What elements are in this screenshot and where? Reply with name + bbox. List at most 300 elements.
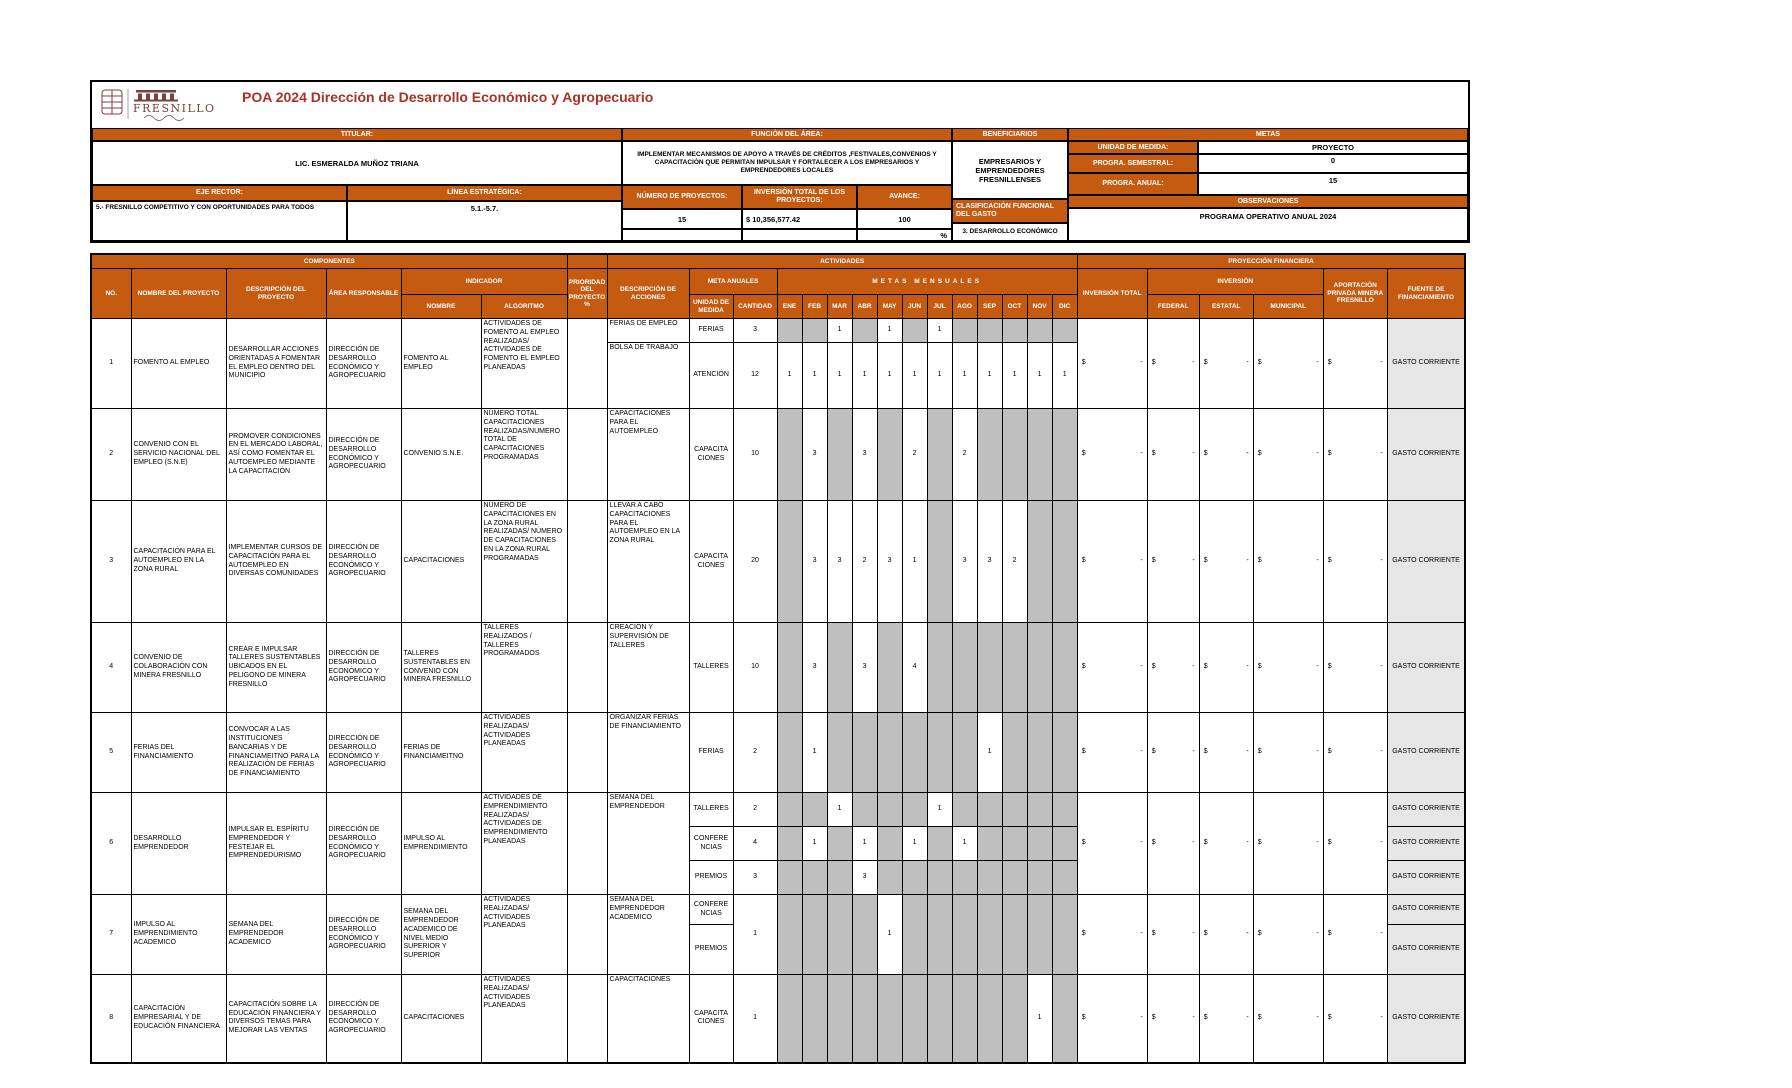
- month-value-cell: 1: [927, 793, 952, 827]
- clasificacion-header: CLASIFICACIÓN FUNCIONAL DEL GASTO: [952, 199, 1068, 223]
- investment-total-cell: $ -: [1077, 409, 1147, 501]
- priority-cell: [567, 895, 607, 975]
- unidad-medida-header: UNIDAD DE MEDIDA:: [1068, 141, 1198, 154]
- month-value-cell: [827, 975, 852, 1063]
- month-value-cell: [952, 861, 977, 895]
- unit-of-measure-cell: ATENCIÓN: [689, 343, 733, 409]
- month-value-cell: [902, 861, 927, 895]
- indicator-name-cell: SEMANA DEL EMPRENDEDOR ACADEMICO DE NIVEL MEDIO SUPERIOR Y SUPERIOR: [401, 895, 481, 975]
- titular-header: TITULAR:: [92, 128, 622, 141]
- funding-source-cell: GASTO CORRIENTE: [1387, 895, 1465, 925]
- month-value-cell: [1002, 319, 1027, 343]
- month-value-cell: 1: [852, 343, 877, 409]
- month-value-cell: [927, 975, 952, 1063]
- fresnillo-logo: [92, 82, 242, 128]
- month-value-cell: [1002, 861, 1027, 895]
- month-value-cell: [952, 895, 977, 975]
- month-value-cell: 4: [902, 623, 927, 713]
- month-value-cell: [877, 409, 902, 501]
- state-investment-cell: $ -: [1199, 319, 1253, 409]
- indicator-algorithm-cell: ACTIVIDADES REALIZADAS/ ACTIVIDADES PLANEADAS: [481, 713, 567, 793]
- month-value-cell: 1: [977, 343, 1002, 409]
- month-value-cell: [777, 501, 802, 623]
- band-componentes: COMPONENTES: [91, 254, 567, 269]
- month-header: MAR: [827, 295, 852, 319]
- month-value-cell: [1027, 501, 1052, 623]
- federal-investment-cell: $ -: [1147, 501, 1199, 623]
- month-value-cell: 1: [827, 343, 852, 409]
- svg-text:FRESNILLO: FRESNILLO: [133, 102, 216, 115]
- month-value-cell: [1002, 895, 1027, 975]
- month-value-cell: 3: [802, 623, 827, 713]
- month-value-cell: 3: [952, 501, 977, 623]
- month-header: MAY: [877, 295, 902, 319]
- month-value-cell: [977, 319, 1002, 343]
- project-row: [91, 319, 1465, 343]
- unit-of-measure-cell: CAPACITACIONES: [689, 409, 733, 501]
- col-header-meta-anuales: META ANUALES: [689, 269, 777, 295]
- municipal-investment-cell: $ -: [1253, 975, 1323, 1063]
- band-actividades: ACTIVIDADES: [607, 254, 1077, 269]
- beneficiarios-header: BENEFICIARIOS: [952, 128, 1068, 141]
- responsible-area-cell: DIRECCIÓN DE DESARROLLO ECONÓMICO Y AGROPECUARIO: [326, 713, 401, 793]
- month-value-cell: [1052, 319, 1077, 343]
- month-value-cell: 1: [1027, 975, 1052, 1063]
- month-value-cell: [802, 861, 827, 895]
- month-value-cell: 1: [877, 895, 902, 975]
- project-description-cell: CREAR E IMPULSAR TALLERES SUSTENTABLES UBICADOS EN EL PELIGONO DE MINERA FRESNILLO: [226, 623, 326, 713]
- month-value-cell: [777, 975, 802, 1063]
- month-value-cell: [952, 713, 977, 793]
- month-value-cell: 2: [952, 409, 977, 501]
- spacer-cell: [742, 229, 857, 241]
- unit-of-measure-cell: CAPACITACIONES: [689, 501, 733, 623]
- month-value-cell: [1052, 861, 1077, 895]
- month-value-cell: [1052, 713, 1077, 793]
- project-name-cell: IMPULSO AL EMPRENDIMIENTO ACADEMICO: [131, 895, 226, 975]
- month-value-cell: [877, 623, 902, 713]
- month-value-cell: 2: [902, 409, 927, 501]
- col-header-nombre: NOMBRE DEL PROYECTO: [131, 269, 226, 319]
- row-number-cell: 8: [91, 975, 131, 1063]
- actions-description-cell: CAPACITACIONES: [607, 975, 689, 1063]
- indicator-algorithm-cell: ACTIVIDADES DE EMPRENDIMIENTO REALIZADAS/ ACTIVIDADES DE EMPRENDIMIENTO PLANEADAS: [481, 793, 567, 895]
- quantity-cell: 10: [733, 409, 777, 501]
- federal-investment-cell: $ -: [1147, 713, 1199, 793]
- month-value-cell: [827, 827, 852, 861]
- row-number-cell: 1: [91, 319, 131, 409]
- month-value-cell: [802, 793, 827, 827]
- project-name-cell: CAPACITACIÓN PARA EL AUTOEMPLEO EN LA ZONA RURAL: [131, 501, 226, 623]
- unit-of-measure-cell: FERIAS: [689, 713, 733, 793]
- month-value-cell: [827, 409, 852, 501]
- eje-rector-value: 5.- FRESNILLO COMPETITIVO Y CON OPORTUNIDADES PARA TODOS: [92, 201, 347, 241]
- brand-row: [92, 82, 1468, 128]
- col-header-estatal: ESTATAL: [1199, 295, 1253, 319]
- col-header-municipal: MUNICIPAL: [1253, 295, 1323, 319]
- row-number-cell: 7: [91, 895, 131, 975]
- private-contribution-cell: $ -: [1323, 975, 1387, 1063]
- month-value-cell: [927, 501, 952, 623]
- responsible-area-cell: DIRECCIÓN DE DESARROLLO ECONÓMICO Y AGROPECUARIO: [326, 501, 401, 623]
- priority-cell: [567, 793, 607, 895]
- private-contribution-cell: $ -: [1323, 713, 1387, 793]
- funding-source-cell: GASTO CORRIENTE: [1387, 319, 1465, 409]
- actions-description-cell: BOLSA DE TRABAJO: [607, 343, 689, 409]
- progra-semestral-header: PROGRA. SEMESTRAL:: [1068, 154, 1198, 173]
- responsible-area-cell: DIRECCIÓN DE DESARROLLO ECONÓMICO Y AGROPECUARIO: [326, 409, 401, 501]
- project-description-cell: CAPACITACIÓN SOBRE LA EDUCACIÓN FINANCIERA Y DIVERSOS TEMAS PARA MEJORAR LAS VENTAS: [226, 975, 326, 1063]
- month-value-cell: [1052, 793, 1077, 827]
- federal-investment-cell: $ -: [1147, 895, 1199, 975]
- investment-total-cell: $ -: [1077, 895, 1147, 975]
- indicator-algorithm-cell: ACTIVIDADES DE FOMENTO AL EMPLEO REALIZADAS/ ACTIVIDADES DE FOMENTO EL EMPLEO PLANEADAS: [481, 319, 567, 409]
- state-investment-cell: $ -: [1199, 501, 1253, 623]
- federal-investment-cell: $ -: [1147, 975, 1199, 1063]
- project-description-cell: CONVOCAR A LAS INSTITUCIONES BANCARIAS Y DE FINANCIAMEITNO PARA LA REALIZACIÓN DE FERIAS DE FINANCIAMIENTO: [226, 713, 326, 793]
- funding-source-cell: GASTO CORRIENTE: [1387, 713, 1465, 793]
- month-header: ENE: [777, 295, 802, 319]
- month-value-cell: [1027, 713, 1052, 793]
- month-value-cell: 1: [927, 343, 952, 409]
- quantity-cell: 1: [733, 975, 777, 1063]
- project-name-cell: CAPACITACIÓN EMPRESARIAL Y DE EDUCACIÓN FINANCIERA: [131, 975, 226, 1063]
- month-value-cell: 1: [952, 827, 977, 861]
- month-value-cell: 3: [977, 501, 1002, 623]
- month-value-cell: [1027, 827, 1052, 861]
- project-name-cell: CONVENIO DE COLABORACIÓN CON MINERA FRESNILLO: [131, 623, 226, 713]
- avance-value: 100: [857, 209, 952, 229]
- priority-cell: [567, 501, 607, 623]
- info-grid: [92, 128, 1468, 241]
- month-value-cell: [1002, 975, 1027, 1063]
- municipal-investment-cell: $ -: [1253, 409, 1323, 501]
- investment-total-cell: $ -: [1077, 623, 1147, 713]
- private-contribution-cell: $ -: [1323, 501, 1387, 623]
- month-value-cell: 3: [852, 409, 877, 501]
- progra-semestral-value: 0: [1198, 154, 1468, 173]
- funding-source-cell: GASTO CORRIENTE: [1387, 925, 1465, 975]
- month-value-cell: [927, 895, 952, 975]
- col-header-unidad: UNIDAD DE MEDIDA: [689, 295, 733, 319]
- funding-source-cell: GASTO CORRIENTE: [1387, 623, 1465, 713]
- priority-cell: [567, 713, 607, 793]
- avance-header: AVANCE:: [857, 185, 952, 209]
- quantity-cell: 4: [733, 827, 777, 861]
- actions-description-cell: LLEVAR A CABO CAPACITACIONES PARA EL AUTOEMPLEO EN LA ZONA RURAL: [607, 501, 689, 623]
- project-row: [91, 975, 1465, 1063]
- row-number-cell: 4: [91, 623, 131, 713]
- poa-sheet: [90, 80, 1470, 1064]
- month-header: ABR: [852, 295, 877, 319]
- month-value-cell: [852, 895, 877, 975]
- month-header: SEP: [977, 295, 1002, 319]
- month-value-cell: [1027, 623, 1052, 713]
- priority-cell: [567, 409, 607, 501]
- unit-of-measure-cell: PREMIOS: [689, 861, 733, 895]
- month-value-cell: [977, 975, 1002, 1063]
- month-value-cell: [777, 827, 802, 861]
- investment-total-cell: $ -: [1077, 713, 1147, 793]
- month-value-cell: [827, 623, 852, 713]
- month-value-cell: [827, 713, 852, 793]
- investment-total-cell: $ -: [1077, 975, 1147, 1063]
- month-value-cell: [802, 895, 827, 975]
- funding-source-cell: GASTO CORRIENTE: [1387, 793, 1465, 827]
- month-value-cell: [977, 623, 1002, 713]
- funding-source-cell: GASTO CORRIENTE: [1387, 975, 1465, 1063]
- indicator-name-cell: IMPULSO AL EMPRENDIMIENTO: [401, 793, 481, 895]
- month-value-cell: 1: [902, 827, 927, 861]
- state-investment-cell: $ -: [1199, 409, 1253, 501]
- month-value-cell: [1052, 409, 1077, 501]
- unit-of-measure-cell: TALLERES: [689, 793, 733, 827]
- col-header-cantidad: CANTIDAD: [733, 295, 777, 319]
- col-header-indicador: INDICADOR: [401, 269, 567, 295]
- investment-total-cell: $ -: [1077, 319, 1147, 409]
- month-value-cell: [852, 793, 877, 827]
- month-value-cell: 1: [802, 343, 827, 409]
- month-value-cell: [1002, 793, 1027, 827]
- unidad-medida-value: PROYECTO: [1198, 141, 1468, 154]
- project-description-cell: IMPULSAR EL ESPÍRITU EMPRENDEDOR Y FESTEJAR EL EMPRENDEDURISMO: [226, 793, 326, 895]
- col-header-fuente: FUENTE DE FINANCIAMIENTO: [1387, 269, 1465, 319]
- indicator-algorithm-cell: NÚMERO TOTAL CAPACITACIONES REALIZADAS/NUMERO TOTAL DE CAPACITACIONES PROGRAMADAS: [481, 409, 567, 501]
- col-header-area: ÁREA RESPONSABLE: [326, 269, 401, 319]
- month-value-cell: [952, 623, 977, 713]
- month-value-cell: [1002, 713, 1027, 793]
- month-value-cell: [902, 319, 927, 343]
- month-value-cell: 3: [852, 861, 877, 895]
- month-value-cell: [777, 713, 802, 793]
- avance-unit: %: [857, 229, 952, 241]
- quantity-cell: 2: [733, 713, 777, 793]
- indicator-algorithm-cell: NÚMERO DE CAPACITACIONES EN LA ZONA RURAL REALIZADAS/ NÚMERO DE CAPACITACIONES EN LA ZONA RURAL PROGRAMADAS: [481, 501, 567, 623]
- month-value-cell: [802, 975, 827, 1063]
- project-name-cell: CONVENIO CON EL SERVICIO NACIONAL DEL EMPLEO (S.N.E): [131, 409, 226, 501]
- month-value-cell: [852, 975, 877, 1063]
- investment-total-cell: $ -: [1077, 793, 1147, 895]
- month-value-cell: [1027, 409, 1052, 501]
- col-header-descripcion: DESCRIPCIÓN DEL PROYECTO: [226, 269, 326, 319]
- priority-cell: [567, 623, 607, 713]
- month-value-cell: [1002, 409, 1027, 501]
- month-value-cell: [952, 793, 977, 827]
- month-value-cell: 1: [927, 319, 952, 343]
- quantity-cell: 2: [733, 793, 777, 827]
- month-value-cell: [1027, 861, 1052, 895]
- investment-total-cell: $ -: [1077, 501, 1147, 623]
- federal-investment-cell: $ -: [1147, 319, 1199, 409]
- project-row: [91, 409, 1465, 501]
- responsible-area-cell: DIRECCIÓN DE DESARROLLO ECONÓMICO Y AGROPECUARIO: [326, 793, 401, 895]
- unit-of-measure-cell: CAPACITACIONES: [689, 975, 733, 1063]
- municipal-investment-cell: $ -: [1253, 713, 1323, 793]
- actions-description-cell: CREACIÓN Y SUPERVISIÓN DE TALLERES: [607, 623, 689, 713]
- inversion-total-header: INVERSIÓN TOTAL DE LOS PROYECTOS:: [742, 185, 857, 209]
- municipal-investment-cell: $ -: [1253, 895, 1323, 975]
- col-header-federal: FEDERAL: [1147, 295, 1199, 319]
- responsible-area-cell: DIRECCIÓN DE DESARROLLO ECONÓMICO Y AGROPECUARIO: [326, 895, 401, 975]
- funcion-area-value: IMPLEMENTAR MECANISMOS DE APOYO A TRAVÉS DE CRÉDITOS ,FESTIVALES,CONVENIOS Y CAPACITACIÓN QUE PERMITAN IMPULSAR Y FORTALECER A LOS EMPRESARIOS Y EMPRENDEDORES LOCALES: [622, 141, 952, 185]
- project-row: [91, 501, 1465, 623]
- month-value-cell: [877, 827, 902, 861]
- municipal-investment-cell: $ -: [1253, 623, 1323, 713]
- private-contribution-cell: $ -: [1323, 623, 1387, 713]
- spacer-cell: [622, 229, 742, 241]
- indicator-name-cell: FOMENTO AL EMPLEO: [401, 319, 481, 409]
- funding-source-cell: GASTO CORRIENTE: [1387, 501, 1465, 623]
- month-value-cell: [977, 827, 1002, 861]
- project-name-cell: FOMENTO AL EMPLEO: [131, 319, 226, 409]
- month-value-cell: [977, 409, 1002, 501]
- project-row: [91, 793, 1465, 827]
- indicator-name-cell: CAPACITACIONES: [401, 501, 481, 623]
- priority-cell: [567, 975, 607, 1063]
- col-header-inversion-total: INVERSIÓN TOTAL: [1077, 269, 1147, 319]
- month-value-cell: [777, 793, 802, 827]
- month-value-cell: [1052, 975, 1077, 1063]
- actions-description-cell: FERIAS DE EMPLEO: [607, 319, 689, 343]
- month-value-cell: 1: [1002, 343, 1027, 409]
- beneficiarios-value: EMPRESARIOS Y EMPRENDEDORES FRESNILLENSES: [952, 141, 1068, 199]
- month-value-cell: [877, 793, 902, 827]
- month-header: JUN: [902, 295, 927, 319]
- month-value-cell: [802, 319, 827, 343]
- col-header-acciones: DESCRIPCIÓN DE ACCIONES: [607, 269, 689, 319]
- numero-proyectos-value: 15: [622, 209, 742, 229]
- row-number-cell: 5: [91, 713, 131, 793]
- unit-of-measure-cell: PREMIOS: [689, 925, 733, 975]
- actions-description-cell: SEMANA DEL EMPRENDEDOR ACADEMICO: [607, 895, 689, 975]
- col-header-metas-mensuales: METAS MENSUALES: [777, 269, 1077, 295]
- priority-cell: [567, 319, 607, 409]
- municipal-investment-cell: $ -: [1253, 319, 1323, 409]
- unit-of-measure-cell: CONFERENCIAS: [689, 895, 733, 925]
- private-contribution-cell: $ -: [1323, 319, 1387, 409]
- clasificacion-value: 3. DESARROLLO ECONÓMICO: [952, 223, 1068, 241]
- actions-description-cell: CAPACITACIONES PARA EL AUTOEMPLEO: [607, 409, 689, 501]
- month-value-cell: [777, 319, 802, 343]
- private-contribution-cell: $ -: [1323, 793, 1387, 895]
- progra-anual-header: PROGRA. ANUAL:: [1068, 173, 1198, 195]
- private-contribution-cell: $ -: [1323, 409, 1387, 501]
- month-value-cell: 1: [877, 319, 902, 343]
- month-value-cell: 2: [852, 501, 877, 623]
- responsible-area-cell: DIRECCIÓN DE DESARROLLO ECONÓMICO Y AGROPECUARIO: [326, 975, 401, 1063]
- month-value-cell: [1052, 623, 1077, 713]
- funding-source-cell: GASTO CORRIENTE: [1387, 861, 1465, 895]
- month-value-cell: 3: [802, 501, 827, 623]
- month-value-cell: [927, 409, 952, 501]
- linea-estrategica-header: LÍNEA ESTRATÉGICA:: [347, 185, 622, 201]
- indicator-name-cell: CONVENIO S.N.E.: [401, 409, 481, 501]
- municipal-investment-cell: $ -: [1253, 501, 1323, 623]
- actions-description-cell: SEMANA DEL EMPRENDEDOR: [607, 793, 689, 895]
- month-value-cell: [927, 827, 952, 861]
- municipal-investment-cell: $ -: [1253, 793, 1323, 895]
- metas-header: METAS: [1068, 128, 1468, 141]
- month-value-cell: [777, 623, 802, 713]
- month-header: DIC: [1052, 295, 1077, 319]
- indicator-algorithm-cell: ACTIVIDADES REALIZADAS/ ACTIVIDADES PLANEADAS: [481, 975, 567, 1063]
- inversion-total-value: $ 10,356,577.42: [742, 209, 857, 229]
- indicator-name-cell: CAPACITACIONES: [401, 975, 481, 1063]
- indicator-algorithm-cell: ACTIVIDADES REALIZADAS/ ACTIVIDADES PLANEADAS: [481, 895, 567, 975]
- quantity-cell: 1: [733, 895, 777, 975]
- col-header-aportacion: APORTACIÓN PRIVADA MINERA FRESNILLO: [1323, 269, 1387, 319]
- month-value-cell: [877, 975, 902, 1063]
- month-value-cell: 1: [1052, 343, 1077, 409]
- quantity-cell: 20: [733, 501, 777, 623]
- numero-proyectos-header: NÚMERO DE PROYECTOS:: [622, 185, 742, 209]
- funcion-area-header: FUNCIÓN DEL ÁREA:: [622, 128, 952, 141]
- month-value-cell: [952, 319, 977, 343]
- month-value-cell: [777, 409, 802, 501]
- col-header-inversion: INVERSIÓN: [1147, 269, 1323, 295]
- funding-source-cell: GASTO CORRIENTE: [1387, 827, 1465, 861]
- poa-table: [90, 253, 1466, 1064]
- unit-of-measure-cell: FERIAS: [689, 319, 733, 343]
- month-value-cell: [1052, 501, 1077, 623]
- project-row: [91, 713, 1465, 793]
- month-header: FEB: [802, 295, 827, 319]
- row-number-cell: 6: [91, 793, 131, 895]
- project-description-cell: DESARROLLAR ACCIONES ORIENTADAS A FOMENTAR EL EMPLEO DENTRO DEL MUNICIPIO: [226, 319, 326, 409]
- month-value-cell: 3: [802, 409, 827, 501]
- month-value-cell: [1002, 623, 1027, 713]
- month-value-cell: [1027, 319, 1052, 343]
- observaciones-value: PROGRAMA OPERATIVO ANUAL 2024: [1068, 208, 1468, 241]
- month-value-cell: [827, 861, 852, 895]
- state-investment-cell: $ -: [1199, 623, 1253, 713]
- month-value-cell: [1052, 895, 1077, 975]
- month-value-cell: [1002, 827, 1027, 861]
- quantity-cell: 12: [733, 343, 777, 409]
- month-value-cell: 2: [1002, 501, 1027, 623]
- indicator-name-cell: FERIAS DE FINANCIAMEITNO: [401, 713, 481, 793]
- row-number-cell: 3: [91, 501, 131, 623]
- federal-investment-cell: $ -: [1147, 623, 1199, 713]
- month-value-cell: [777, 895, 802, 975]
- month-value-cell: 1: [977, 713, 1002, 793]
- month-value-cell: [1027, 895, 1052, 975]
- quantity-cell: 3: [733, 861, 777, 895]
- col-header-no: NO.: [91, 269, 131, 319]
- project-row: [91, 895, 1465, 925]
- projects-tbody: [91, 319, 1465, 1063]
- month-value-cell: [902, 895, 927, 975]
- state-investment-cell: $ -: [1199, 793, 1253, 895]
- project-description-cell: IMPLEMENTAR CURSOS DE CAPACITACIÓN PARA EL AUTOEMPLEO EN DIVERSAS COMUNIDADES: [226, 501, 326, 623]
- federal-investment-cell: $ -: [1147, 793, 1199, 895]
- month-value-cell: [902, 793, 927, 827]
- month-value-cell: [852, 713, 877, 793]
- state-investment-cell: $ -: [1199, 713, 1253, 793]
- month-header: NOV: [1027, 295, 1052, 319]
- municipal-seal-icon: [100, 85, 240, 125]
- progra-anual-value: 15: [1198, 173, 1468, 195]
- funding-source-cell: GASTO CORRIENTE: [1387, 409, 1465, 501]
- month-value-cell: 1: [852, 827, 877, 861]
- month-value-cell: [1052, 827, 1077, 861]
- header-box: [90, 80, 1470, 243]
- month-value-cell: [877, 861, 902, 895]
- page-title: POA 2024 Dirección de Desarrollo Económico y Agropecuario: [242, 89, 654, 105]
- month-value-cell: [977, 895, 1002, 975]
- month-value-cell: [952, 975, 977, 1063]
- unit-of-measure-cell: TALLERES: [689, 623, 733, 713]
